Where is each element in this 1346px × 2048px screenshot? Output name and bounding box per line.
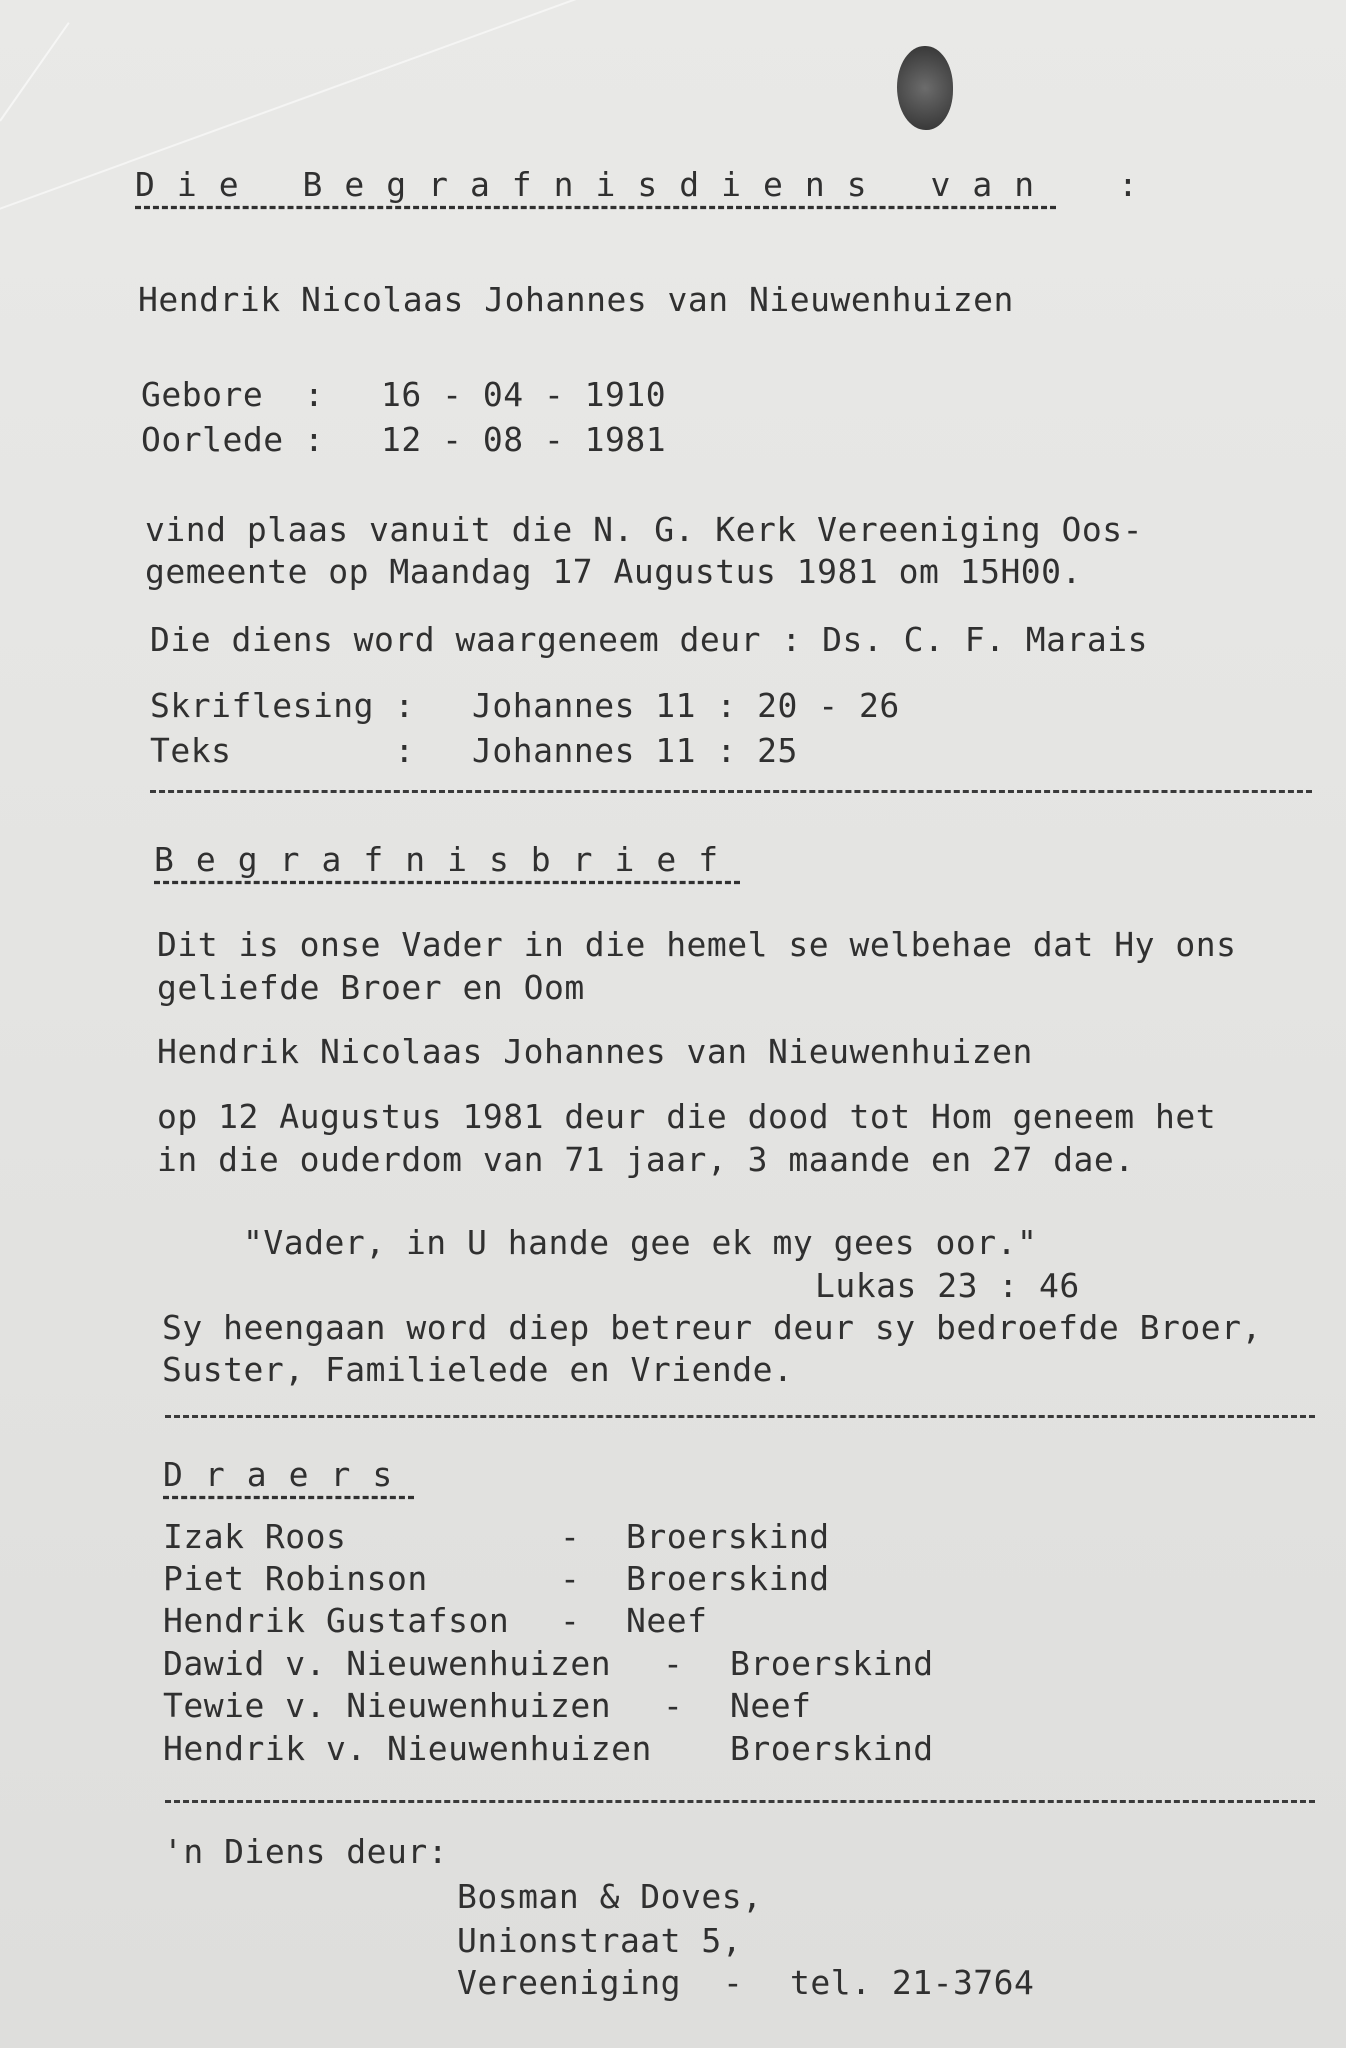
service-by-label: 'n Diens deur:	[163, 1832, 449, 1871]
bearer-relation: Neef	[730, 1686, 812, 1725]
document-title: Die Begrafnisdiens van	[135, 165, 1057, 204]
deceased-name: Hendrik Nicolaas Johannes van Nieuwenhuizen	[138, 280, 1014, 319]
text-value: Johannes 11 : 25	[472, 731, 798, 770]
born-label: Gebore :	[141, 375, 325, 414]
bearer-separator: -	[560, 1517, 581, 1556]
punch-hole-icon	[897, 46, 953, 130]
died-label: Oorlede :	[141, 420, 325, 459]
paper-fold-crease	[0, 22, 70, 121]
city-separator: -	[723, 1963, 744, 2002]
letter-heading: Begrafnisbrief	[154, 840, 741, 879]
bearer-relation: Broerskind	[730, 1644, 934, 1683]
section-divider	[165, 1800, 1315, 1803]
letter-name: Hendrik Nicolaas Johannes van Nieuwenhuizen	[157, 1032, 1033, 1071]
service-line-2: gemeente op Maandag 17 Augustus 1981 om 15H00.	[145, 552, 1082, 591]
title-colon: :	[1118, 165, 1139, 204]
company-street: Unionstraat 5,	[457, 1921, 743, 1960]
letter-intro-1: Dit is onse Vader in die hemel se welbehae dat Hy ons	[157, 925, 1237, 964]
bearer-name: Dawid v. Nieuwenhuizen	[163, 1644, 612, 1683]
bearer-separator: -	[663, 1644, 684, 1683]
bearer-relation: Broerskind	[626, 1517, 830, 1556]
letter-death-1: op 12 Augustus 1981 deur die dood tot Hom geneem het	[157, 1097, 1217, 1136]
officiant-line: Die diens word waargeneem deur : Ds. C. F. Marais	[150, 620, 1149, 659]
bearer-name: Hendrik v. Nieuwenhuizen	[163, 1729, 652, 1768]
letter-intro-2: geliefde Broer en Oom	[157, 968, 585, 1007]
bearer-separator: -	[560, 1601, 581, 1640]
section-divider	[165, 1415, 1315, 1418]
bearer-name: Izak Roos	[163, 1517, 347, 1556]
mourn-line-1: Sy heengaan word diep betreur deur sy bedroefde Broer,	[162, 1308, 1262, 1347]
bearer-relation: Neef	[626, 1601, 708, 1640]
reading-value: Johannes 11 : 20 - 26	[472, 686, 900, 725]
scripture-reference: Lukas 23 : 46	[815, 1266, 1080, 1305]
bearer-name: Piet Robinson	[163, 1559, 428, 1598]
bearers-heading: Draers	[163, 1455, 415, 1494]
text-label: Teks :	[150, 731, 415, 770]
bearer-separator: -	[663, 1686, 684, 1725]
scripture-quote: "Vader, in U hande gee ek my gees oor."	[243, 1223, 1038, 1262]
bearer-name: Hendrik Gustafson	[163, 1601, 510, 1640]
reading-label: Skriflesing :	[150, 686, 415, 725]
company-city: Vereeniging	[457, 1963, 682, 2002]
company-name: Bosman & Doves,	[457, 1877, 763, 1916]
letter-death-2: in die ouderdom van 71 jaar, 3 maande en 27 dae.	[157, 1140, 1135, 1179]
bearer-separator: -	[560, 1559, 581, 1598]
bearer-relation: Broerskind	[730, 1729, 934, 1768]
section-divider	[150, 790, 1312, 793]
died-date: 12 - 08 - 1981	[381, 420, 667, 459]
service-line-1: vind plaas vanuit die N. G. Kerk Vereeniging Oos-	[145, 510, 1144, 549]
mourn-line-2: Suster, Familielede en Vriende.	[162, 1350, 794, 1389]
born-date: 16 - 04 - 1910	[381, 375, 667, 414]
bearer-relation: Broerskind	[626, 1559, 830, 1598]
company-telephone: tel. 21-3764	[790, 1963, 1035, 2002]
bearer-name: Tewie v. Nieuwenhuizen	[163, 1686, 612, 1725]
